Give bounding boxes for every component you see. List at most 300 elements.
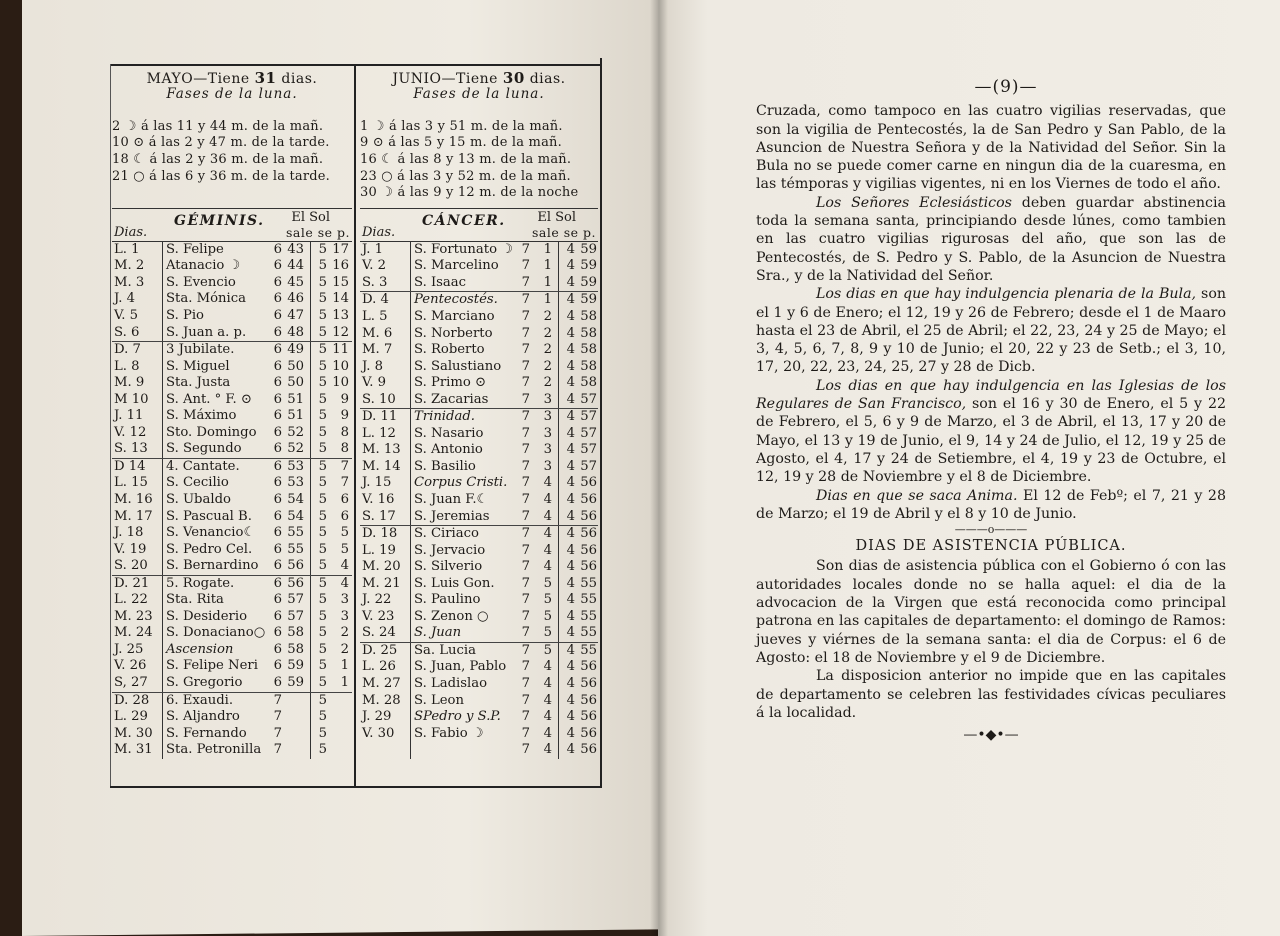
sunrise-hour-cell: 7 xyxy=(273,742,282,758)
saint-cell: S. Juan, Pablo xyxy=(410,659,514,676)
sunset-hour-cell: 4 xyxy=(558,359,575,376)
saint-cell: SPedro y S.P. xyxy=(410,709,514,726)
month-title xyxy=(112,70,352,87)
sunset-minute-cell: 3 xyxy=(340,592,349,608)
day-cell: S. 20 xyxy=(114,558,148,574)
frame-top-rule xyxy=(110,64,602,66)
sunset-hour-cell: 4 xyxy=(558,275,575,292)
saint-cell: S. Aljandro xyxy=(162,709,266,726)
day-cell: M. 13 xyxy=(362,442,401,458)
sunrise-minute-cell: 47 xyxy=(287,307,304,323)
sunset-minute-cell: 55 xyxy=(580,575,597,591)
saint-cell: 5. Rogate. xyxy=(162,576,266,593)
sunrise-minute-cell: 56 xyxy=(287,558,304,574)
sunrise-minute-cell: 58 xyxy=(287,641,304,657)
saint-cell: S. Máximo xyxy=(162,408,266,425)
month-title-text: MAYO—Tiene xyxy=(146,71,255,87)
sunset-minute-cell: 3 xyxy=(340,608,349,624)
sunset-hour-cell: 5 xyxy=(310,291,327,308)
day-cell: L. 22 xyxy=(114,592,148,608)
sunrise-minute-cell: 2 xyxy=(543,375,552,391)
sunrise-hour-cell: 7 xyxy=(521,642,530,658)
sunrise-minute-cell: 4 xyxy=(543,692,552,708)
sunrise-minute-cell xyxy=(282,742,310,759)
sunset-hour-cell: 5 xyxy=(310,509,327,526)
sunset-minute-cell: 55 xyxy=(580,608,597,624)
sunset-hour-cell: 4 xyxy=(558,526,575,543)
sunrise-hour-cell: 6 xyxy=(273,424,282,440)
header-el-sol: El Sol xyxy=(537,209,576,225)
sunrise-minute-cell: 1 xyxy=(543,258,552,274)
saint-cell: S. Isaac xyxy=(410,275,514,292)
sunrise-hour-cell: 7 xyxy=(521,325,530,341)
sunrise-minute-cell xyxy=(282,709,310,726)
table-row xyxy=(360,576,598,593)
sunrise-minute-cell: 3 xyxy=(543,391,552,407)
sunset-minute-cell: 56 xyxy=(580,692,597,708)
sunset-hour-cell: 5 xyxy=(310,359,327,376)
day-cell: D. 18 xyxy=(362,526,398,542)
saint-cell: Sta. Petronilla xyxy=(162,742,266,759)
day-cell: J. 25 xyxy=(114,641,144,657)
header-el-sol: El Sol xyxy=(291,209,330,225)
day-cell: J. 18 xyxy=(114,525,144,541)
sunrise-hour-cell: 7 xyxy=(521,391,530,407)
saint-cell: S. Nasario xyxy=(410,426,514,443)
sunrise-minute-cell: 2 xyxy=(543,358,552,374)
table-row xyxy=(112,542,352,559)
day-cell: V. 19 xyxy=(114,541,147,557)
sunrise-minute-cell: 59 xyxy=(287,675,304,690)
sunrise-hour-cell: 6 xyxy=(273,658,282,674)
sunrise-minute-cell: 51 xyxy=(287,391,304,407)
day-rows xyxy=(112,241,352,759)
sunset-hour-cell: 4 xyxy=(558,676,575,693)
sunrise-hour-cell: 7 xyxy=(521,409,530,425)
sunset-minute-cell: 58 xyxy=(580,375,597,391)
sunset-hour-cell: 5 xyxy=(310,658,327,675)
table-row xyxy=(112,558,352,575)
sunrise-hour-cell: 6 xyxy=(273,241,282,257)
table-row xyxy=(112,492,352,509)
right-page-text xyxy=(756,78,1226,744)
day-cell: M. 21 xyxy=(362,575,401,591)
saint-cell: S. Fortunato ☽ xyxy=(410,242,514,259)
frame-right-rule xyxy=(600,58,602,788)
sunset-minute-cell: 16 xyxy=(332,258,349,274)
saint-cell: S. Zacarias xyxy=(410,392,514,409)
saint-cell: S. Ladislao xyxy=(410,676,514,693)
table-row xyxy=(112,592,352,609)
sunset-hour-cell: 5 xyxy=(310,625,327,642)
table-row xyxy=(112,625,352,642)
sunrise-hour-cell: 7 xyxy=(273,725,282,741)
sunset-hour-cell: 5 xyxy=(310,492,327,509)
sunrise-minute-cell: 1 xyxy=(543,274,552,290)
table-row xyxy=(112,425,352,442)
day-cell: D. 28 xyxy=(114,692,150,708)
sunrise-hour-cell: 6 xyxy=(273,575,282,591)
sunrise-hour-cell: 6 xyxy=(273,625,282,641)
sunrise-hour-cell: 6 xyxy=(273,508,282,524)
sunset-minute-cell: 56 xyxy=(580,508,597,524)
sunset-hour-cell: 4 xyxy=(558,659,575,676)
sunrise-minute-cell: 5 xyxy=(543,625,552,641)
moon-phase: 16 ☾ á las 8 y 13 m. de la mañ. xyxy=(360,152,572,167)
sunset-hour-cell: 5 xyxy=(310,642,327,659)
saint-cell: S. Paulino xyxy=(410,592,514,609)
sunset-minute-cell: 8 xyxy=(340,424,349,440)
day-cell: M. 20 xyxy=(362,559,401,575)
moon-phases-list xyxy=(360,119,598,202)
saint-cell: S. Juan xyxy=(410,625,514,642)
day-cell: D 14 xyxy=(114,458,146,474)
sunrise-minute-cell: 2 xyxy=(543,342,552,358)
table-row xyxy=(360,408,598,426)
day-cell: M. 14 xyxy=(362,458,401,474)
sunrise-minute-cell: 4 xyxy=(543,491,552,507)
sunset-hour-cell: 4 xyxy=(558,543,575,560)
sunset-minute-cell: 58 xyxy=(580,342,597,358)
sunset-hour-cell: 4 xyxy=(558,342,575,359)
sunset-hour-cell: 5 xyxy=(310,242,327,259)
sunset-minute-cell: 9 xyxy=(340,391,349,407)
table-row xyxy=(360,709,598,726)
table-header xyxy=(112,208,352,241)
paragraph-disposicion: La disposicion anterior no impide que en las capitales de departamento se celebren las festividades cívicas peculiares á la localidad. xyxy=(756,668,1226,721)
sunrise-minute-cell: 4 xyxy=(543,742,552,758)
sunrise-minute-cell: 48 xyxy=(287,324,304,340)
sunset-minute-cell: 7 xyxy=(340,458,349,474)
sunset-minute-cell: 57 xyxy=(580,442,597,458)
sunrise-minute-cell: 55 xyxy=(287,525,304,541)
table-row xyxy=(360,559,598,576)
day-cell: M. 24 xyxy=(114,625,153,641)
sunset-hour-cell: 4 xyxy=(558,559,575,576)
sunset-minute-cell: 1 xyxy=(340,658,349,674)
sunset-hour-cell: 5 xyxy=(310,726,327,743)
day-cell: V. 23 xyxy=(362,608,395,624)
sunrise-minute-cell: 52 xyxy=(287,441,304,457)
sunrise-minute-cell: 57 xyxy=(287,608,304,624)
sunset-hour-cell: 4 xyxy=(558,742,575,759)
sunset-hour-cell: 4 xyxy=(558,625,575,642)
sunrise-hour-cell: 7 xyxy=(521,592,530,608)
table-row xyxy=(112,609,352,626)
sunset-hour-cell: 5 xyxy=(310,275,327,292)
paragraph-lead: Los dias en que hay indulgencia en las Iglesias de los Regulares de San Francisco, xyxy=(756,377,1226,413)
table-row xyxy=(360,592,598,609)
sunrise-hour-cell: 7 xyxy=(521,608,530,624)
sunrise-hour-cell: 7 xyxy=(273,692,282,708)
section-heading: DIAS DE ASISTENCIA PÚBLICA. xyxy=(855,538,1127,555)
sunset-minute-cell: 57 xyxy=(580,409,597,425)
sunset-minute-cell: 8 xyxy=(340,441,349,457)
day-cell: S. 24 xyxy=(362,625,396,641)
saint-cell: S. Ubaldo xyxy=(162,492,266,509)
sunset-minute-cell: 58 xyxy=(580,308,597,324)
sunset-minute-cell: 55 xyxy=(580,592,597,608)
saint-cell: S. Juan F.☾ xyxy=(410,492,514,509)
saint-cell: S. Jeremias xyxy=(410,509,514,526)
sunset-hour-cell: 4 xyxy=(558,459,575,476)
sunset-hour-cell: 4 xyxy=(558,609,575,626)
sunset-hour-cell: 5 xyxy=(310,558,327,575)
sunrise-minute-cell: 3 xyxy=(543,442,552,458)
saint-cell: S. Norberto xyxy=(410,326,514,343)
sunrise-minute-cell: 4 xyxy=(543,659,552,675)
day-cell: S. 17 xyxy=(362,508,396,524)
table-row xyxy=(360,693,598,710)
month-title-tail: dias. xyxy=(524,71,566,87)
section-separator: ———o——— xyxy=(954,523,1028,537)
sunrise-minute-cell: 53 xyxy=(287,475,304,491)
table-row xyxy=(112,642,352,659)
table-row xyxy=(360,309,598,326)
sunset-hour-cell: 4 xyxy=(558,509,575,526)
table-row xyxy=(112,675,352,692)
day-cell: M. 7 xyxy=(362,342,393,358)
sunset-minute-cell: 57 xyxy=(580,458,597,474)
moon-phase: 30 ☽ á las 9 y 12 m. de la noche xyxy=(360,185,579,201)
sunrise-hour-cell: 6 xyxy=(273,608,282,624)
day-cell: V. 30 xyxy=(362,725,395,741)
day-cell: V. 9 xyxy=(362,375,386,391)
sunrise-minute-cell: 4 xyxy=(543,725,552,741)
page-number: —(9)— xyxy=(974,77,1038,97)
sunrise-hour-cell: 7 xyxy=(521,742,530,758)
sunrise-hour-cell: 7 xyxy=(521,526,530,542)
day-cell: L. 29 xyxy=(114,709,148,725)
month-may xyxy=(112,70,352,759)
sunset-hour-cell: 5 xyxy=(310,441,327,458)
sunrise-hour-cell: 7 xyxy=(521,542,530,558)
sunset-minute-cell: 59 xyxy=(580,274,597,290)
sunrise-hour-cell: 7 xyxy=(521,458,530,474)
header-dias: Dias. xyxy=(362,224,396,240)
sunrise-hour-cell: 7 xyxy=(521,508,530,524)
sunset-hour-cell: 5 xyxy=(310,459,327,476)
sunset-hour-cell: 4 xyxy=(558,592,575,609)
sunset-minute-cell: 13 xyxy=(332,307,349,323)
sunset-minute-cell: 56 xyxy=(580,491,597,507)
sunrise-minute-cell: 5 xyxy=(543,592,552,608)
sunrise-hour-cell: 7 xyxy=(521,425,530,441)
saint-cell: S. Miguel xyxy=(162,359,266,376)
sunset-hour-cell: 4 xyxy=(558,326,575,343)
table-row xyxy=(360,359,598,376)
sunset-minute-cell xyxy=(327,742,349,759)
sunrise-hour-cell: 7 xyxy=(521,258,530,274)
frame-bottom-rule xyxy=(110,786,602,788)
day-cell: L. 12 xyxy=(362,425,396,441)
sunrise-hour-cell: 6 xyxy=(273,307,282,323)
sunrise-hour-cell: 7 xyxy=(521,375,530,391)
paragraph-eclesiasticos xyxy=(756,194,1226,285)
sunrise-minute-cell: 4 xyxy=(543,475,552,491)
sunrise-minute-cell: 4 xyxy=(543,526,552,542)
table-row xyxy=(360,258,598,275)
sunset-hour-cell: 4 xyxy=(558,709,575,726)
table-row xyxy=(360,509,598,526)
saint-cell: S. Leon xyxy=(410,693,514,710)
month-title-tail: dias. xyxy=(276,71,318,87)
moon-phase: 10 ⊙ á las 2 y 47 m. de la tarde. xyxy=(112,135,330,151)
table-row xyxy=(112,242,352,259)
table-row xyxy=(112,341,352,359)
sunset-hour-cell: 5 xyxy=(310,742,327,759)
paragraph-anima xyxy=(756,487,1226,524)
paragraph-lead: Los dias en que hay indulgencia plenaria de la Bula, xyxy=(816,286,1197,303)
sunset-minute-cell: 55 xyxy=(580,625,597,641)
sunrise-minute-cell: 50 xyxy=(287,358,304,374)
saint-cell: S. Donaciano○ xyxy=(162,625,266,642)
sunrise-minute-cell: 1 xyxy=(543,241,552,257)
sunrise-hour-cell: 6 xyxy=(273,525,282,541)
ornament-divider: —•◆•— xyxy=(963,727,1019,744)
sunset-minute-cell: 56 xyxy=(580,559,597,575)
day-cell: M. 31 xyxy=(114,742,153,758)
sunset-hour-cell: 4 xyxy=(558,693,575,710)
sunset-hour-cell: 4 xyxy=(558,492,575,509)
header-zodiac-sign: CÁNCER. xyxy=(422,212,506,229)
sunrise-hour-cell: 6 xyxy=(273,358,282,374)
sunrise-hour-cell: 6 xyxy=(273,491,282,507)
sunrise-minute-cell: 55 xyxy=(287,541,304,557)
sunset-minute-cell: 9 xyxy=(340,408,349,424)
header-sale-se-pone: sale se p. xyxy=(532,224,596,240)
day-cell: V. 5 xyxy=(114,307,138,323)
sunset-hour-cell: 5 xyxy=(310,609,327,626)
month-divider-rule xyxy=(354,66,356,786)
sunset-minute-cell: 14 xyxy=(332,291,349,307)
paragraph-indulgencia-bula xyxy=(756,285,1226,376)
sunrise-hour-cell: 6 xyxy=(273,258,282,274)
table-row xyxy=(360,275,598,292)
saint-cell: S. Pio xyxy=(162,308,266,325)
table-row xyxy=(112,291,352,308)
table-row xyxy=(360,525,598,543)
sunrise-minute-cell: 4 xyxy=(543,542,552,558)
sunset-minute-cell: 4 xyxy=(340,575,349,591)
sunrise-minute-cell: 52 xyxy=(287,424,304,440)
sunrise-minute-cell xyxy=(282,693,310,710)
month-june xyxy=(360,70,598,759)
paragraph-body: El 12 de Febº; el 7, 21 y 28 de Marzo; el 19 de Abril y el 8 y 10 de Junio. xyxy=(756,487,1226,522)
sunset-hour-cell: 4 xyxy=(558,726,575,743)
sunrise-minute-cell: 2 xyxy=(543,325,552,341)
table-header xyxy=(360,208,598,241)
moon-phase-spacer xyxy=(112,185,352,202)
sunrise-hour-cell: 7 xyxy=(521,725,530,741)
day-cell: S. 3 xyxy=(362,274,388,290)
table-row xyxy=(112,375,352,392)
sunset-minute-cell: 2 xyxy=(340,625,349,641)
sunrise-hour-cell: 7 xyxy=(521,342,530,358)
day-cell: J. 29 xyxy=(362,709,392,725)
sunset-minute-cell: 5 xyxy=(340,541,349,557)
sunset-minute-cell: 56 xyxy=(580,676,597,691)
sunrise-minute-cell: 54 xyxy=(287,508,304,524)
sunset-minute-cell: 56 xyxy=(580,659,597,675)
sunrise-hour-cell: 6 xyxy=(273,324,282,340)
sunset-minute-cell: 12 xyxy=(332,324,349,340)
sunset-minute-cell: 1 xyxy=(340,675,349,690)
saint-cell: S. Marcelino xyxy=(410,258,514,275)
day-cell: M. 16 xyxy=(114,491,153,507)
sunset-hour-cell: 4 xyxy=(558,292,575,309)
saint-cell: Atanacio ☽ xyxy=(162,258,266,275)
sunrise-minute-cell: 3 xyxy=(543,425,552,441)
saint-cell: Sta. Mónica xyxy=(162,291,266,308)
sunset-hour-cell: 4 xyxy=(558,426,575,443)
day-cell: M. 30 xyxy=(114,725,153,741)
day-cell: D. 7 xyxy=(114,342,141,358)
saint-cell: Corpus Cristi. xyxy=(410,475,514,492)
table-row xyxy=(112,509,352,526)
saint-cell: S. Ant. ° F. ⊙ xyxy=(162,392,266,409)
saint-cell: 6. Exaudi. xyxy=(162,693,266,710)
sunrise-minute-cell: 3 xyxy=(543,458,552,474)
saint-cell: 3 Jubilate. xyxy=(162,342,266,359)
day-cell: J. 22 xyxy=(362,592,392,608)
sunset-hour-cell: 5 xyxy=(310,709,327,726)
saint-cell: S. Primo ⊙ xyxy=(410,375,514,392)
sunset-hour-cell: 5 xyxy=(310,325,327,342)
sunset-minute-cell: 56 xyxy=(580,475,597,491)
saint-cell: S. Fabio ☽ xyxy=(410,726,514,743)
sunrise-hour-cell: 7 xyxy=(521,491,530,507)
saint-cell: S. Ciriaco xyxy=(410,526,514,543)
sunset-minute-cell: 59 xyxy=(580,292,597,308)
sunrise-minute-cell: 59 xyxy=(287,658,304,674)
saint-cell: Pentecostés. xyxy=(410,292,514,309)
day-cell: M. 9 xyxy=(114,375,145,391)
sunset-minute-cell: 17 xyxy=(332,241,349,257)
saint-cell: S. Felipe xyxy=(162,242,266,259)
saint-cell: S. Desiderio xyxy=(162,609,266,626)
sunset-hour-cell: 5 xyxy=(310,308,327,325)
sunset-hour-cell: 5 xyxy=(310,693,327,710)
sunrise-minute-cell: 58 xyxy=(287,625,304,641)
table-row xyxy=(360,609,598,626)
sunrise-hour-cell: 6 xyxy=(273,592,282,608)
sunset-hour-cell: 5 xyxy=(310,542,327,559)
sunrise-hour-cell: 6 xyxy=(273,291,282,307)
sunrise-minute-cell: 49 xyxy=(287,342,304,358)
sunrise-hour-cell: 6 xyxy=(273,558,282,574)
sunset-minute-cell: 6 xyxy=(340,491,349,507)
sunrise-hour-cell: 6 xyxy=(273,675,282,690)
sunrise-minute-cell: 50 xyxy=(287,375,304,391)
day-cell: S. 13 xyxy=(114,441,148,457)
month-title-text: JUNIO—Tiene xyxy=(392,71,503,87)
sunrise-hour-cell: 6 xyxy=(273,541,282,557)
day-cell: J. 15 xyxy=(362,475,392,491)
sunset-minute-cell: 59 xyxy=(580,241,597,257)
sunset-hour-cell: 4 xyxy=(558,258,575,275)
sunrise-hour-cell: 6 xyxy=(273,375,282,391)
sunset-hour-cell: 5 xyxy=(310,525,327,542)
saint-cell: S. Luis Gon. xyxy=(410,576,514,593)
table-row xyxy=(112,709,352,726)
day-cell: S, 27 xyxy=(114,675,148,690)
sunset-minute-cell xyxy=(327,693,349,710)
table-row xyxy=(360,442,598,459)
day-cell: V. 12 xyxy=(114,424,147,440)
moon-phase: 18 ☾ á las 2 y 36 m. de la mañ. xyxy=(112,152,324,167)
day-cell: J. 8 xyxy=(362,358,384,374)
